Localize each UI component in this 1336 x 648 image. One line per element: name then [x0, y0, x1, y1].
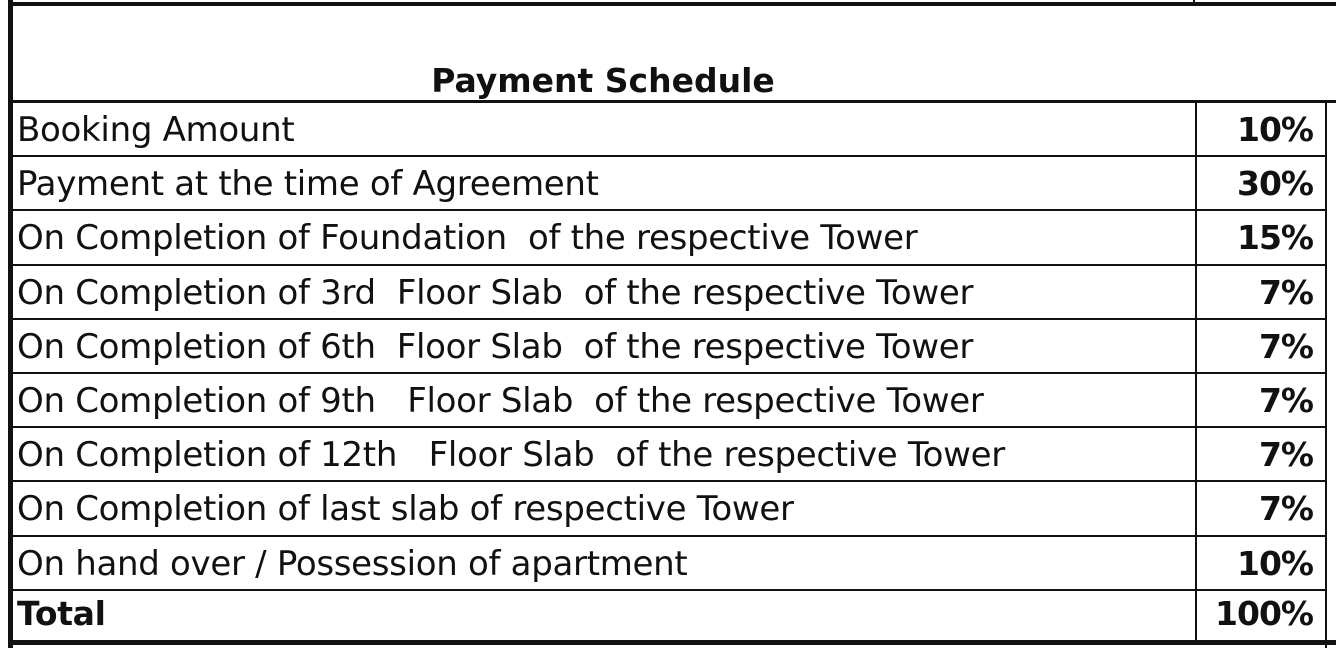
table-bottom-border	[8, 640, 1336, 645]
row-label: Booking Amount	[17, 110, 295, 150]
row-label: Payment at the time of Agreement	[17, 164, 599, 205]
column-divider-stub	[1193, 0, 1195, 4]
row-label: On hand over / Possession of apartment	[17, 543, 688, 584]
table-row	[13, 537, 1325, 591]
row-value: 7%	[1258, 489, 1313, 529]
row-value: 10%	[1237, 110, 1313, 149]
table-row	[13, 320, 1325, 374]
table-row	[13, 211, 1325, 265]
table-row	[13, 157, 1325, 211]
table-row	[13, 266, 1325, 320]
row-label: On Completion of 12th Floor Slab of the respective Tower	[17, 435, 1005, 476]
total-value-cell	[1195, 591, 1325, 642]
row-label: On Completion of last slab of respective Tower	[17, 489, 794, 530]
schedule-rows	[13, 103, 1325, 642]
row-value: 7%	[1258, 326, 1313, 366]
row-label: On Completion of Foundation of the respective Tower	[17, 218, 918, 259]
row-value-cell	[1195, 157, 1325, 209]
total-value: 100%	[1215, 593, 1313, 633]
row-value: 7%	[1258, 272, 1313, 312]
row-label: On Completion of 9th Floor Slab of the respective Tower	[17, 380, 984, 421]
row-value-cell	[1195, 428, 1325, 480]
row-value: 7%	[1258, 380, 1313, 420]
row-value: 10%	[1237, 543, 1313, 583]
row-value: 15%	[1237, 218, 1313, 258]
table-right-border	[1325, 101, 1327, 648]
row-value-cell	[1195, 103, 1325, 155]
row-label: On Completion of 6th Floor Slab of the respective Tower	[17, 326, 974, 367]
row-label: On Completion of 3rd Floor Slab of the respective Tower	[17, 272, 974, 313]
row-value-cell	[1195, 374, 1325, 426]
row-value: 7%	[1258, 435, 1313, 475]
row-value: 30%	[1237, 164, 1313, 204]
title-cell	[13, 6, 1336, 102]
table-row	[13, 374, 1325, 428]
total-label: Total	[17, 593, 106, 633]
table-row	[13, 103, 1325, 157]
row-value-cell	[1195, 211, 1325, 263]
total-row	[13, 591, 1325, 642]
row-value-cell	[1195, 266, 1325, 318]
row-value-cell	[1195, 320, 1325, 372]
row-value-cell	[1195, 482, 1325, 534]
table-row	[13, 482, 1325, 536]
table-title: Payment Schedule	[431, 61, 775, 100]
table-row	[13, 428, 1325, 482]
row-value-cell	[1195, 537, 1325, 589]
